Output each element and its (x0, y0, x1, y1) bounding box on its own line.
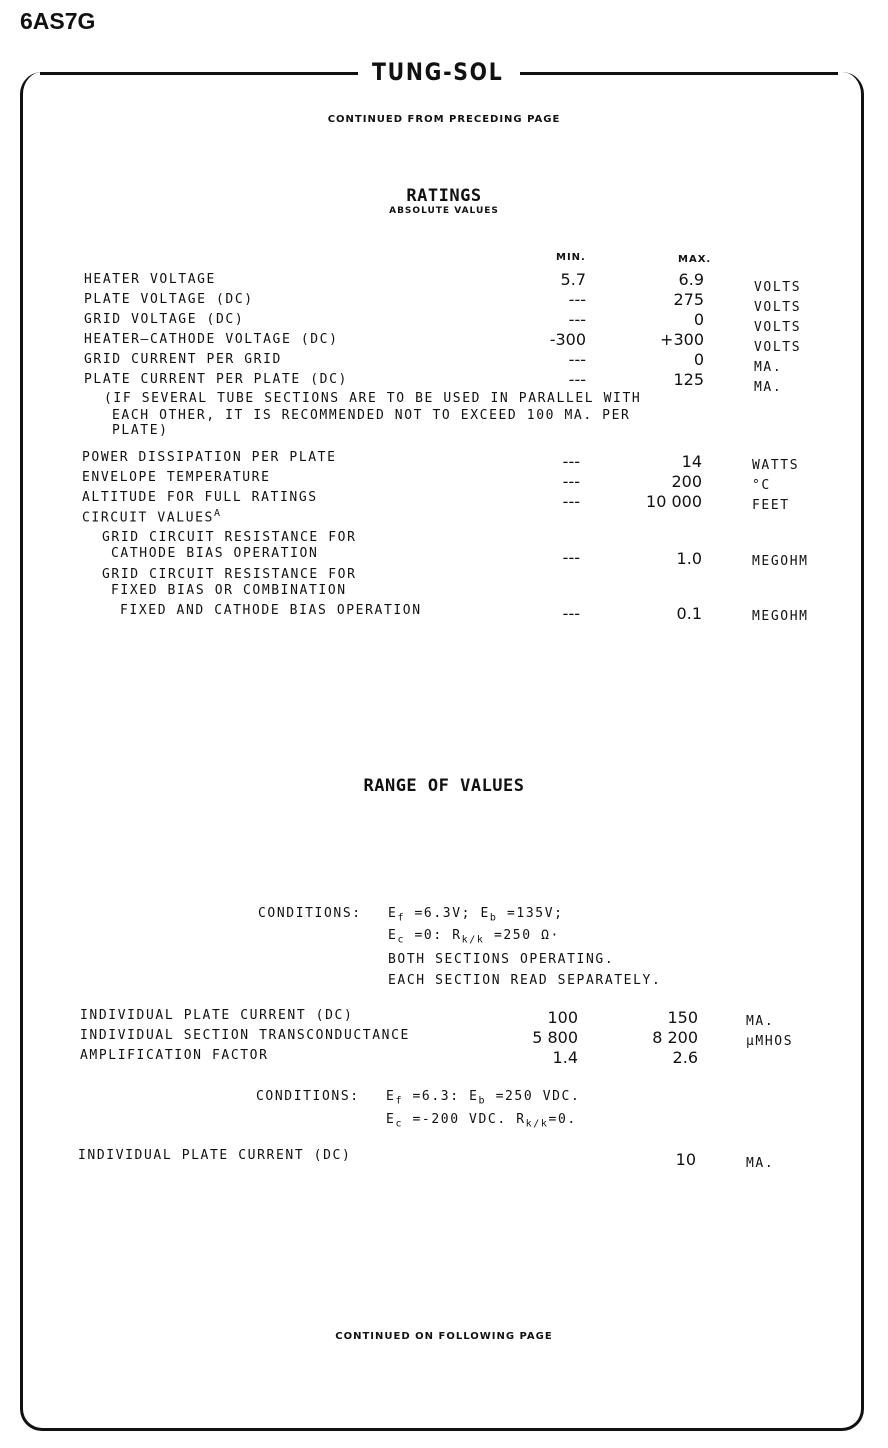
row-unit: VOLTS (754, 340, 802, 355)
row-unit: FEET (752, 498, 790, 513)
grid2-line-3: FIXED AND CATHODE BIAS OPERATION (120, 603, 422, 618)
last-row-unit: MA. (746, 1156, 775, 1171)
cond2-eb: =250 VDC. (495, 1089, 581, 1104)
row-unit: MA. (754, 360, 783, 375)
row-label: POWER DISSIPATION PER PLATE (82, 450, 337, 465)
row-label: ENVELOPE TEMPERATURE (82, 470, 271, 485)
row-min-value: --- (562, 472, 580, 491)
note-line-1: (IF SEVERAL TUBE SECTIONS ARE TO BE USED IN PARALLEL WITH (104, 391, 642, 406)
cond1-ef: =6.3V; (414, 906, 472, 921)
grid2-max: 0.1 (676, 604, 702, 623)
cond1-eb: =135V; (506, 906, 564, 921)
row-label: INDIVIDUAL SECTION TRANSCONDUCTANCE (80, 1028, 410, 1043)
grid2-min: --- (562, 604, 580, 623)
row-label: GRID CURRENT PER GRID (84, 352, 282, 367)
conditions-1-line-2: $E_c =0$: $R_{k/k} =250$ Ω· (388, 928, 560, 946)
row-max-value: 10 000 (646, 492, 702, 511)
grid1-line-2: CATHODE BIAS OPERATION (111, 546, 319, 561)
grid1-max: 1.0 (676, 549, 702, 568)
continued-on-note: CONTINUED ON FOLLOWING PAGE (335, 1331, 553, 1342)
range-title: RANGE OF VALUES (363, 776, 525, 796)
grid1-unit: MEGOHM (752, 554, 809, 569)
row-min-value: -300 (549, 330, 586, 349)
row-min-value: --- (568, 310, 586, 329)
col-max-header: MAX. (678, 254, 712, 265)
brand-logo: TUNG-SOL (372, 58, 504, 86)
circuit-values-label (82, 508, 222, 525)
row-unit: °C (752, 478, 771, 493)
row-max-value: 275 (673, 290, 704, 309)
row-label: INDIVIDUAL PLATE CURRENT (DC) (80, 1008, 354, 1023)
row-unit: MA. (746, 1014, 775, 1029)
cond2-ef: =6.3: (412, 1089, 460, 1104)
grid1-line-1: GRID CIRCUIT RESISTANCE FOR (102, 530, 357, 545)
grid2-line-1: GRID CIRCUIT RESISTANCE FOR (102, 567, 357, 582)
tube-type-title: 6AS7G (20, 8, 96, 34)
row-max-value: 0 (693, 310, 704, 329)
cond2-ec: =-200 VDC. (412, 1112, 507, 1127)
row-unit: MA. (754, 380, 783, 395)
row-min-value: --- (568, 290, 586, 309)
row-max-value: 200 (671, 472, 702, 491)
note-line-3: PLATE) (112, 423, 169, 438)
row-unit: VOLTS (754, 280, 802, 295)
col-min-header: MIN. (556, 252, 586, 263)
row-label: HEATER VOLTAGE (84, 272, 216, 287)
row-min-value: --- (568, 370, 586, 389)
row-label: HEATER—CATHODE VOLTAGE (DC) (84, 332, 339, 347)
row-max-value: 2.6 (672, 1048, 698, 1067)
row-min-value: --- (562, 452, 580, 471)
frame-top-line-right (520, 72, 838, 75)
row-unit: WATTS (752, 458, 800, 473)
grid1-min: --- (562, 548, 580, 567)
row-max-value: 0 (693, 350, 704, 369)
row-unit: VOLTS (754, 320, 802, 335)
row-max-value: 14 (681, 452, 702, 471)
row-min-value: 5.7 (560, 270, 586, 289)
row-min-value: 1.4 (552, 1048, 578, 1067)
row-unit: VOLTS (754, 300, 802, 315)
footnote-marker: A (213, 508, 222, 519)
conditions-1-line-3: BOTH SECTIONS OPERATING. (388, 952, 615, 967)
row-min-value: --- (562, 492, 580, 511)
row-min-value: 100 (547, 1008, 578, 1027)
conditions-1-label: CONDITIONS: (258, 906, 362, 921)
row-max-value: 8 200 (652, 1028, 698, 1047)
cond2-rk: =0. (548, 1112, 577, 1127)
row-label: GRID VOLTAGE (DC) (84, 312, 245, 327)
grid2-unit: MEGOHM (752, 609, 809, 624)
circuit-values-text: CIRCUIT VALUES (82, 510, 214, 526)
frame-top-line-left (40, 72, 358, 75)
row-label: AMPLIFICATION FACTOR (80, 1048, 269, 1063)
row-unit: μMHOS (746, 1034, 794, 1049)
row-max-value: 125 (673, 370, 704, 389)
cond1-ec: =0: (414, 928, 443, 943)
conditions-1-line-1: $E_f =6.3V$; $E_b =135V$; (388, 906, 564, 924)
row-min-value: 5 800 (532, 1028, 578, 1047)
grid2-line-2: FIXED BIAS OR COMBINATION (111, 583, 347, 598)
note-line-2: EACH OTHER, IT IS RECOMMENDED NOT TO EXCEED 100 MA. PER (112, 408, 631, 423)
row-max-value: 6.9 (678, 270, 704, 289)
last-row-max: 10 (675, 1150, 696, 1169)
conditions-2-label: CONDITIONS: (256, 1089, 360, 1104)
conditions-2-line-2: $E_c =-200$ VDC. $R_{k/k}=0$. (386, 1112, 577, 1130)
row-min-value: --- (568, 350, 586, 369)
row-max-value: +300 (660, 330, 704, 349)
row-label: ALTITUDE FOR FULL RATINGS (82, 490, 318, 505)
conditions-2-line-1: $E_f =6.3$: $E_b =250$ VDC. (386, 1089, 581, 1107)
ratings-title: RATINGS (406, 186, 482, 206)
row-label: PLATE CURRENT PER PLATE (DC) (84, 372, 348, 387)
ratings-subtitle: ABSOLUTE VALUES (389, 206, 499, 216)
continued-from-note: CONTINUED FROM PRECEDING PAGE (327, 114, 561, 125)
last-row-label: INDIVIDUAL PLATE CURRENT (DC) (78, 1148, 352, 1163)
cond1-rk: =250 Ω· (493, 928, 560, 943)
conditions-1-line-4: EACH SECTION READ SEPARATELY. (388, 973, 662, 988)
row-label: PLATE VOLTAGE (DC) (84, 292, 254, 307)
row-max-value: 150 (667, 1008, 698, 1027)
